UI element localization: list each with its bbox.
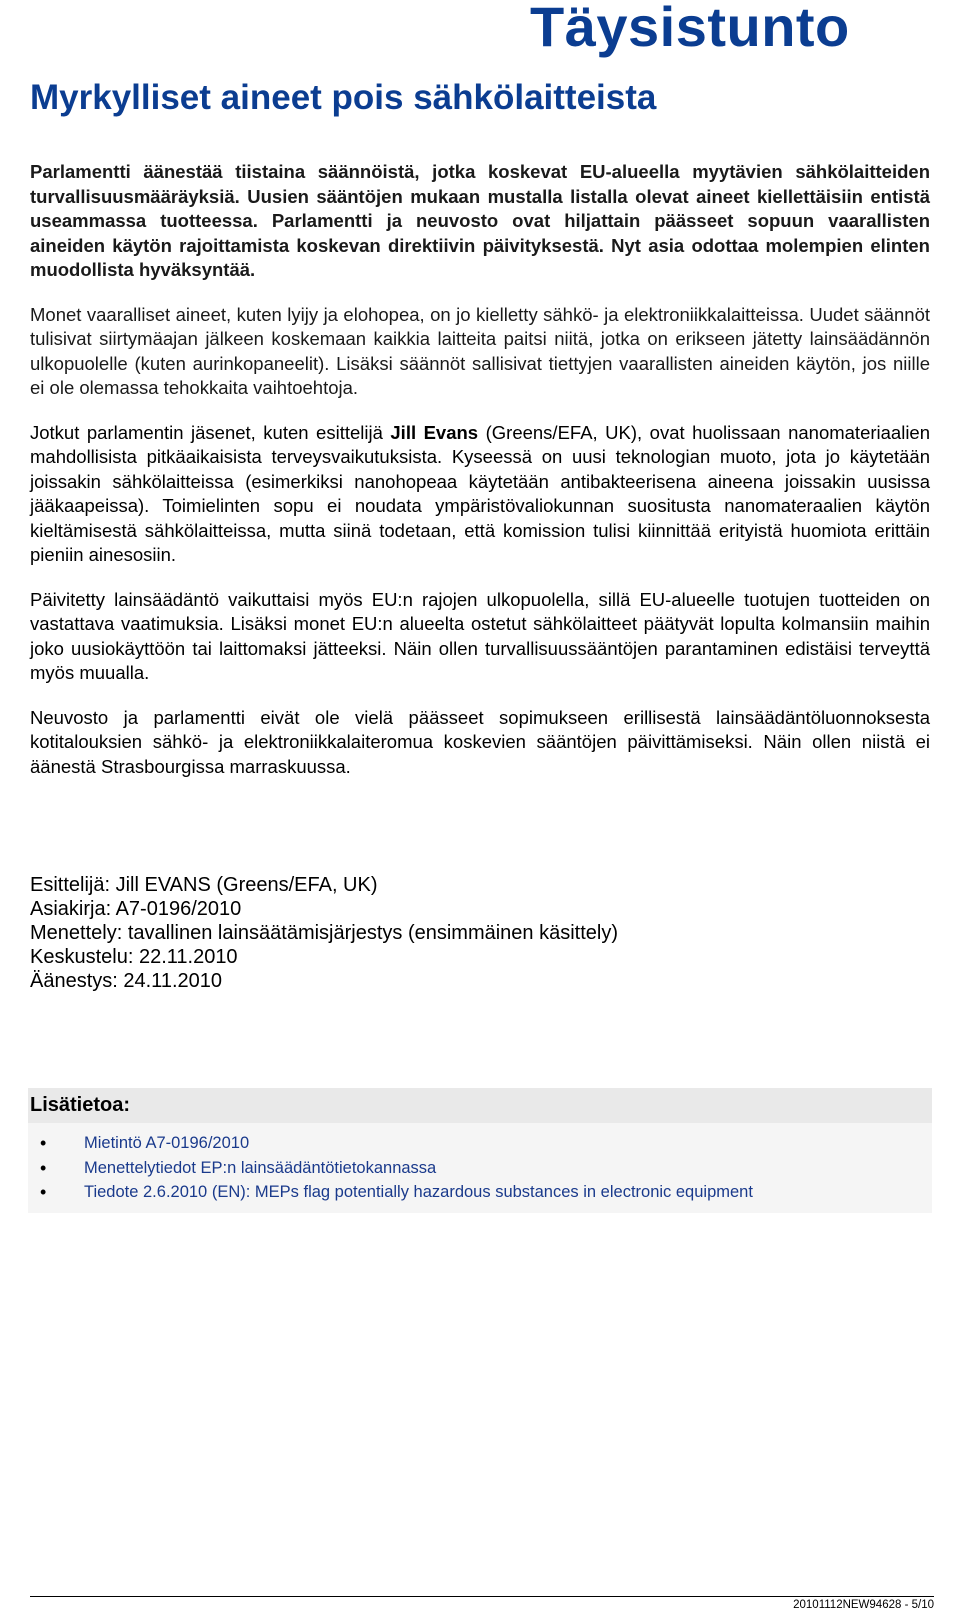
rapporteur-line: Esittelijä: Jill EVANS (Greens/EFA, UK) <box>30 874 378 896</box>
bullet-icon: • <box>40 1182 47 1202</box>
debate-line: Keskustelu: 22.11.2010 <box>30 946 238 968</box>
more-info-link-press-release[interactable] <box>28 1180 932 1205</box>
footer-reference: 20101112NEW94628 - 5/10 <box>793 1599 934 1611</box>
footer-divider <box>30 1596 934 1597</box>
section-label: Täysistunto <box>530 0 850 58</box>
paragraph-2-end: (Greens/EFA, UK), ovat huolissaan nanomateriaalien mahdollisista pitkäaikaisista terveysvaikutuksista. Kyseessä on uusi teknologian muoto, jota jo käytetään joissakin sähkölaitteissa (esimerkiksi nanohopeaa käytetään antibakteerisena aineena joissakin uusissa jääkaapeissa). Toimielinten sopu ei noudata ympäristövaliokunnan suositusta nanomateraalien käytön kieltämisestä sähkölaitteissa, mutta siinä todetaan, että komission tulisi kiinnittää erityistä huomiota erittäin pieniin ainesosiin. <box>30 421 931 565</box>
link-text[interactable]: Tiedote 2.6.2010 (EN): MEPs flag potentially hazardous substances in electronic equipment <box>84 1183 753 1201</box>
paragraph-1: Monet vaaralliset aineet, kuten lyijy ja elohopea, on jo kielletty sähkö- ja elektroniikkalaitteissa. Uudet säännöt tulisivat siirtymäajan jälkeen koskemaan kaikkia laitteita paitsi niitä, jotka on erikseen jätetty lainsäädännön ulkopuolelle (kuten aurinkopaneelit). Lisäksi säännöt sallisivat tiettyjen vaarallisten aineiden käytön, jos niille ei ole olemassa tehokkaita vaihtoehtoja. <box>30 303 930 398</box>
page-title: Myrkylliset aineet pois sähkölaitteista <box>30 78 657 117</box>
procedure-line: Menettely: tavallinen lainsäätämisjärjestys (ensimmäinen käsittely) <box>30 922 619 944</box>
bullet-icon: • <box>40 1157 47 1178</box>
document-line: Asiakirja: A7-0196/2010 <box>30 898 242 920</box>
article-body <box>30 160 930 799</box>
more-info-list <box>28 1123 932 1213</box>
paragraph-2-start: Jotkut parlamentin jäsenet, kuten esittelijä <box>30 421 391 443</box>
paragraph-3: Päivitetty lainsäädäntö vaikuttaisi myös EU:n rajojen ulkopuolella, sillä EU-alueelle tuotujen tuotteiden on vastattava vaatimuksia. Lisäksi monet EU:n alueelta ostetut sähkölaitteet päätyvät lopulta kolmansiin maihin joko uusiokäyttöön tai laittomaksi jätteeksi. Näin ollen turvallisuussääntöjen parantaminen edistäisi terveyttä myös muualla. <box>30 588 930 683</box>
more-info-link-procedure[interactable] <box>28 1156 932 1181</box>
more-info-link-report[interactable] <box>28 1131 932 1156</box>
rapporteur-name: Jill Evans <box>390 421 479 443</box>
bullet-icon: • <box>40 1133 47 1153</box>
more-info-heading: Lisätietoa: <box>28 1088 932 1123</box>
more-info-box <box>28 1088 932 1213</box>
link-text[interactable]: Mietintö A7-0196/2010 <box>84 1134 250 1152</box>
vote-line: Äänestys: 24.11.2010 <box>30 970 222 992</box>
paragraph-2 <box>30 421 930 568</box>
paragraph-4: Neuvosto ja parlamentti eivät ole vielä päässeet sopimukseen erillisestä lainsäädäntöluonnoksesta kotitalouksien sähkö- ja elektroniikkalaiteromua koskevien sääntöjen päivittämiseksi. Näin ollen niistä ei äänestä Strasbourgissa marraskuussa. <box>30 706 930 777</box>
lead-paragraph: Parlamentti äänestää tiistaina säännöistä, jotka koskevat EU-alueella myytävien sähkölaitteiden turvallisuusmääräyksiä. Uusien sääntöjen mukaan mustalla listalla olevat aineet kiellettäisiin entistä useammassa tuotteessa. Parlamentti ja neuvosto ovat hiljattain päässeet sopuun vaarallisten aineiden käytön rajoittamista koskevan direktiivin päivityksestä. Nyt asia odottaa molempien elinten muodollista hyväksyntää. <box>30 161 930 280</box>
procedure-info <box>30 873 618 993</box>
link-text[interactable]: Menettelytiedot EP:n lainsäädäntötietokannassa <box>84 1158 437 1177</box>
